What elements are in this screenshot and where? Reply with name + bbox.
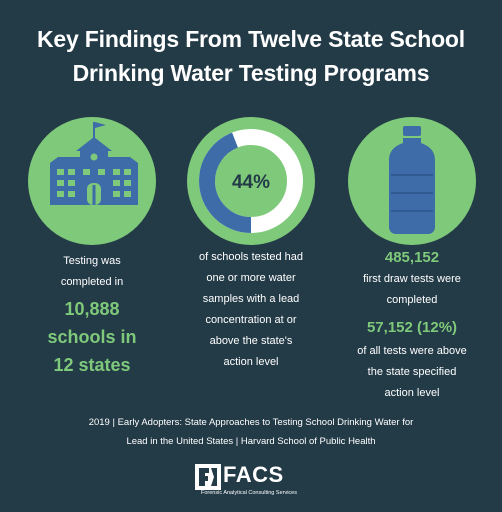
source-line-1: 2019 | Early Adopters: State Approaches to Testing School Drinking Water for [88,417,414,428]
finding-percent [166,247,336,373]
finding-text: action level [384,387,440,399]
facs-logo [193,461,313,501]
finding-highlight: 10,888 [64,299,120,319]
logo-text: FACS [223,462,284,487]
finding-text: first draw tests were [363,273,461,285]
finding-text: concentration at or [205,314,297,326]
finding-text: completed in [60,276,124,288]
finding-text: of all tests were above [357,345,467,357]
title-line-2: Drinking Water Testing Programs [72,60,430,86]
finding-highlight: 12 states [53,355,131,375]
finding-text: one or more water [206,272,296,284]
source-line-2: Lead in the United States | Harvard School of Public Health [126,436,376,447]
finding-highlight: 57,152 (12%) [366,319,458,336]
page-title [0,22,502,90]
finding-text: of schools tested had [199,251,303,263]
title-line-1: Key Findings From Twelve State School [37,26,465,52]
finding-schools [10,247,174,379]
water-bottle-icon [348,117,476,245]
facs-logo-icon [195,464,221,490]
finding-text: Testing was [63,255,121,267]
finding-text: samples with a lead [202,293,300,305]
percent-circle [187,117,315,245]
finding-text: completed [386,294,438,306]
finding-highlight: schools in [47,327,137,347]
source-citation [30,413,472,451]
finding-tests [330,247,494,404]
finding-highlight: 485,152 [384,249,440,266]
logo-tagline: Forensic Analytical Consulting Services [201,490,297,496]
finding-text: the state specified [367,366,457,378]
percent-label: 44% [231,172,271,193]
finding-text: action level [223,356,279,368]
school-circle [28,117,156,245]
bottle-circle [348,117,476,245]
school-building-icon [28,117,156,245]
donut-percent-icon [187,117,315,245]
finding-text: above the state's [209,335,293,347]
